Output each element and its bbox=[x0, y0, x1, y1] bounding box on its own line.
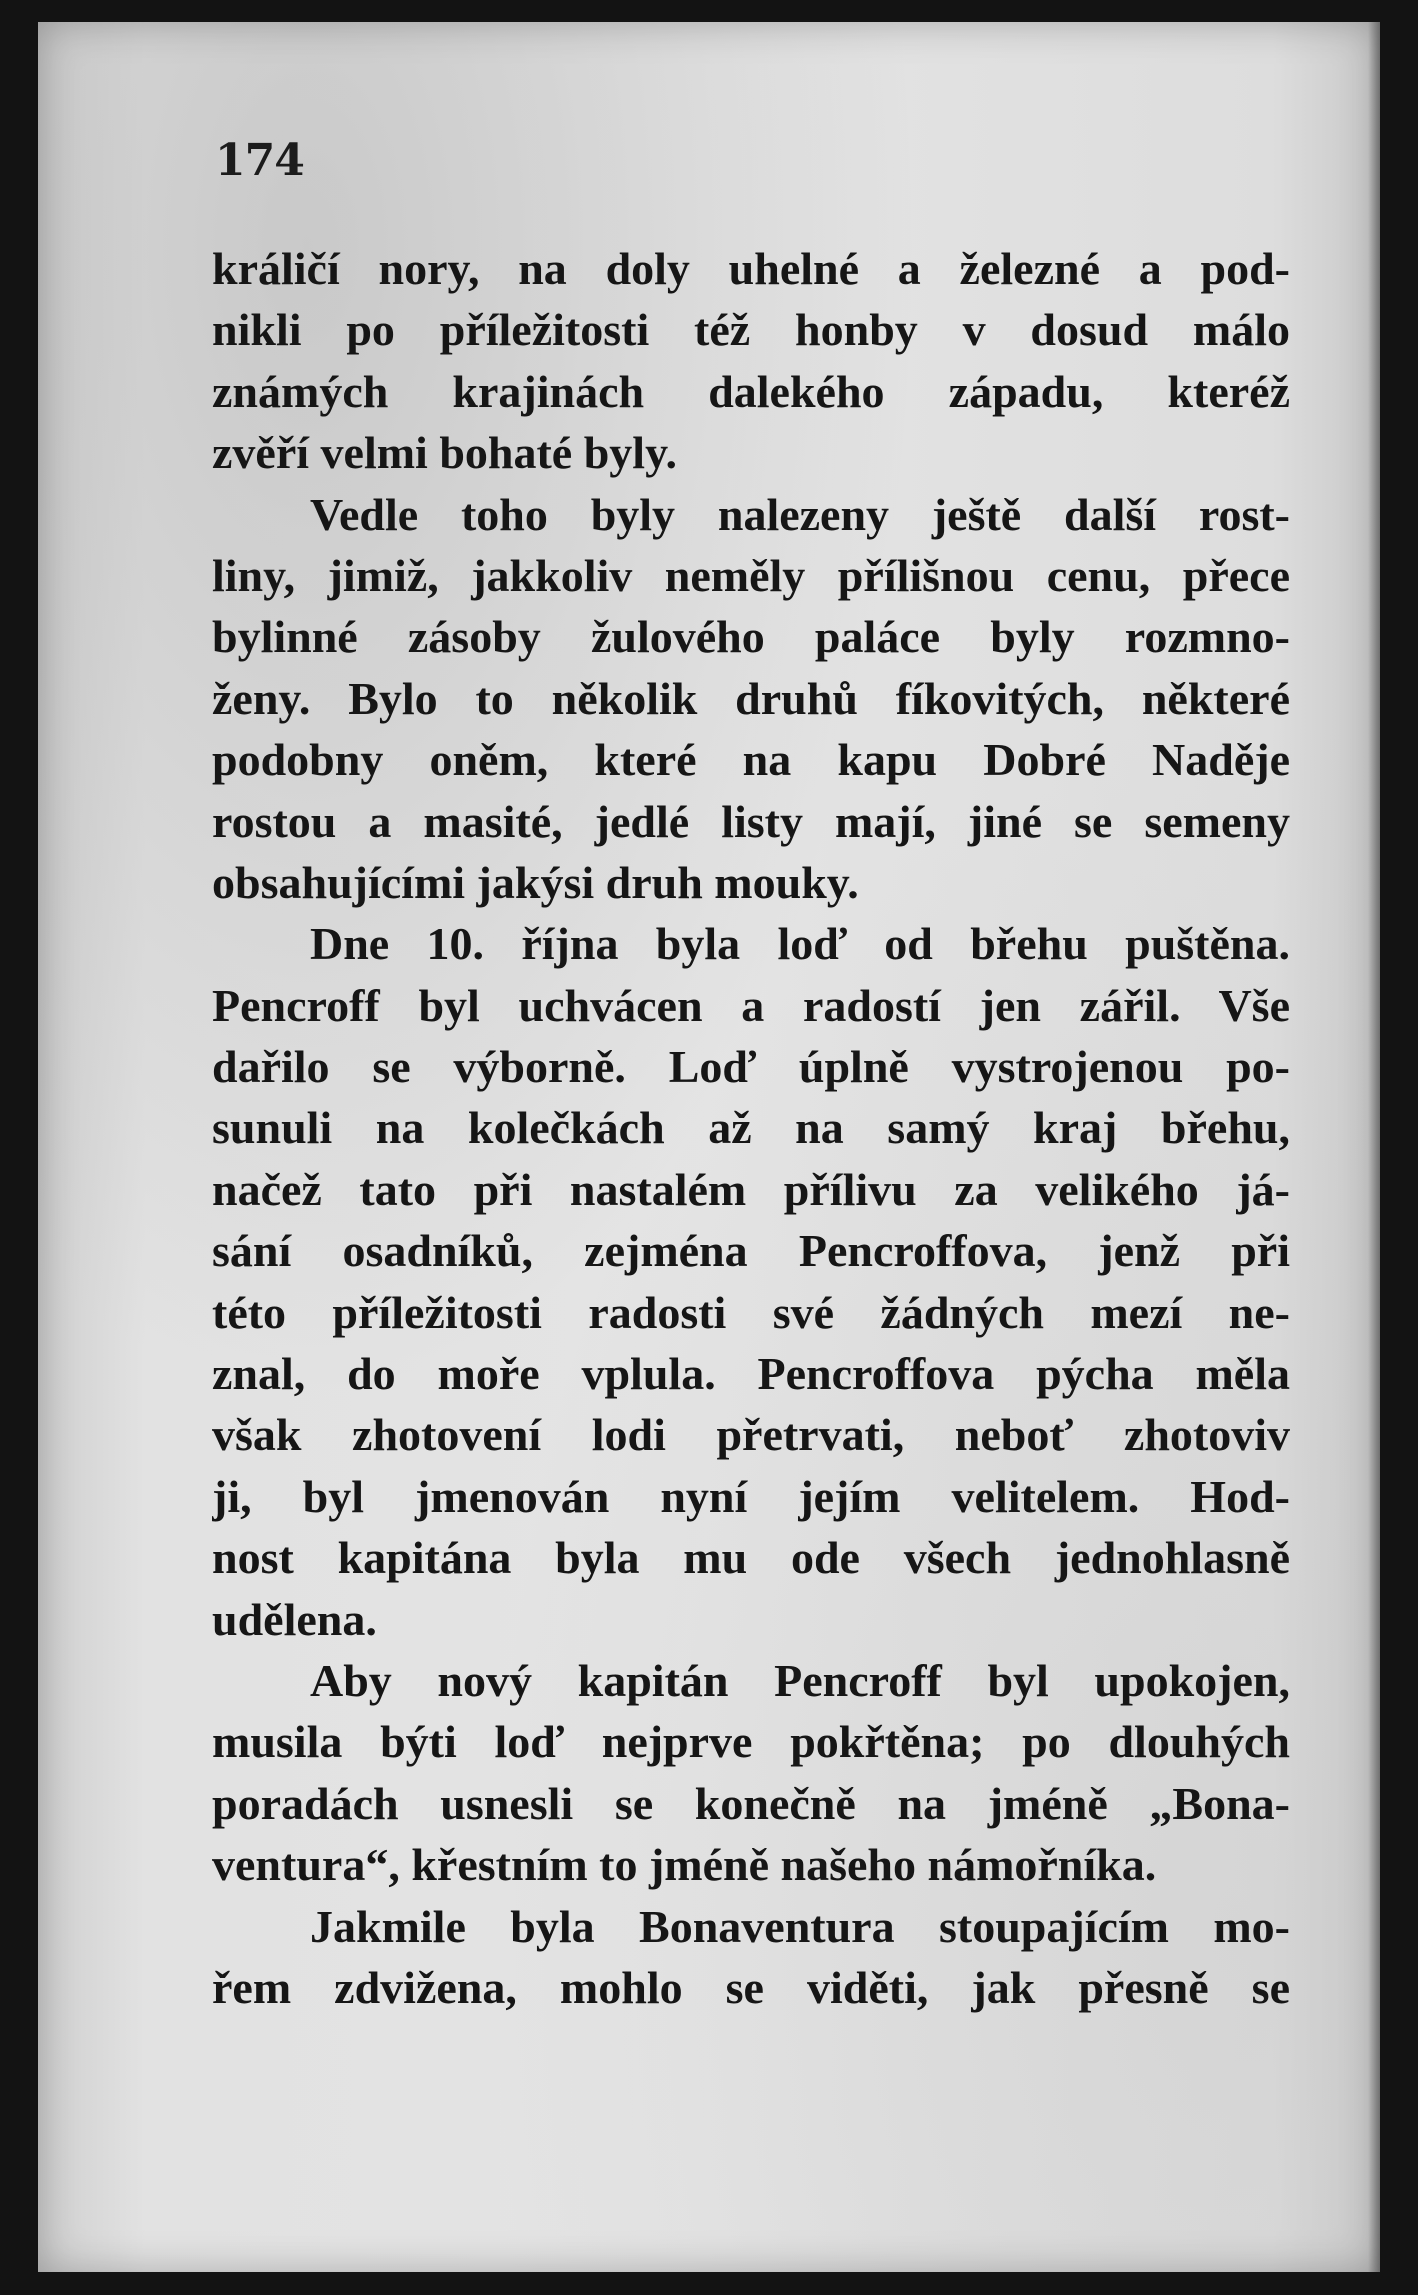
text-line: však zhotovení lodi přetrvati, neboť zhotoviv bbox=[212, 1409, 1290, 1461]
text-line: Aby nový kapitán Pencroff byl upokojen, bbox=[310, 1654, 1290, 1706]
text-line: ženy. Bylo to několik druhů fíkovitých, některé bbox=[212, 672, 1290, 724]
page-edge-shadow bbox=[1368, 22, 1380, 2272]
text-line: zvěří velmi bohaté byly. bbox=[212, 427, 678, 479]
text-line: nost kapitána byla mu ode všech jednohlasně bbox=[212, 1532, 1290, 1584]
text-line: Pencroff byl uchvácen a radostí jen zářil. Vše bbox=[212, 979, 1290, 1031]
page-number: 174 bbox=[215, 135, 304, 186]
text-line: Vedle toho byly nalezeny ještě další rost- bbox=[310, 488, 1290, 540]
text-line: dařilo se výborně. Loď úplně vystrojenou po- bbox=[212, 1041, 1290, 1093]
text-line: nikli po příležitosti též honby v dosud málo bbox=[212, 304, 1290, 356]
text-line: Jakmile byla Bonaventura stoupajícím mo- bbox=[310, 1900, 1290, 1952]
text-line: liny, jimiž, jakkoliv neměly přílišnou cenu, přece bbox=[212, 549, 1290, 601]
text-line: podobny oněm, které na kapu Dobré Naděje bbox=[212, 734, 1290, 786]
text-line: sání osadníků, zejména Pencroffova, jenž při bbox=[212, 1225, 1290, 1277]
text-line: této příležitosti radosti své žádných mezí ne- bbox=[212, 1286, 1290, 1338]
text-line: ji, byl jmenován nyní jejím velitelem. Hod- bbox=[212, 1470, 1290, 1522]
text-line: poradách usnesli se konečně na jméně „Bona- bbox=[212, 1777, 1290, 1829]
text-line: ventura“, křestním to jméně našeho námořníka. bbox=[212, 1839, 1157, 1891]
text-line: králičí nory, na doly uhelné a železné a pod- bbox=[212, 243, 1290, 294]
text-line: řem zdvižena, mohlo se viděti, jak přesně se bbox=[212, 1961, 1290, 2013]
text-line: znal, do moře vplula. Pencroffova pýcha měla bbox=[212, 1348, 1290, 1400]
text-line: Dne 10. října byla loď od břehu puštěna. bbox=[310, 918, 1290, 970]
text-line: obsahujícími jakýsi druh mouky. bbox=[212, 856, 859, 908]
text-line: rostou a masité, jedlé listy mají, jiné se semeny bbox=[212, 795, 1290, 847]
text-line: bylinné zásoby žulového paláce byly rozmno- bbox=[212, 611, 1290, 663]
text-line: známých krajinách dalekého západu, kteréž bbox=[212, 365, 1290, 417]
text-line: načež tato při nastalém přílivu za velikého já- bbox=[212, 1163, 1290, 1215]
text-line: musila býti loď nejprve pokřtěna; po dlouhých bbox=[212, 1716, 1290, 1768]
text-line: sunuli na kolečkách až na samý kraj břehu, bbox=[212, 1102, 1290, 1154]
body-text bbox=[212, 238, 1290, 2018]
text-line: udělena. bbox=[212, 1593, 377, 1645]
